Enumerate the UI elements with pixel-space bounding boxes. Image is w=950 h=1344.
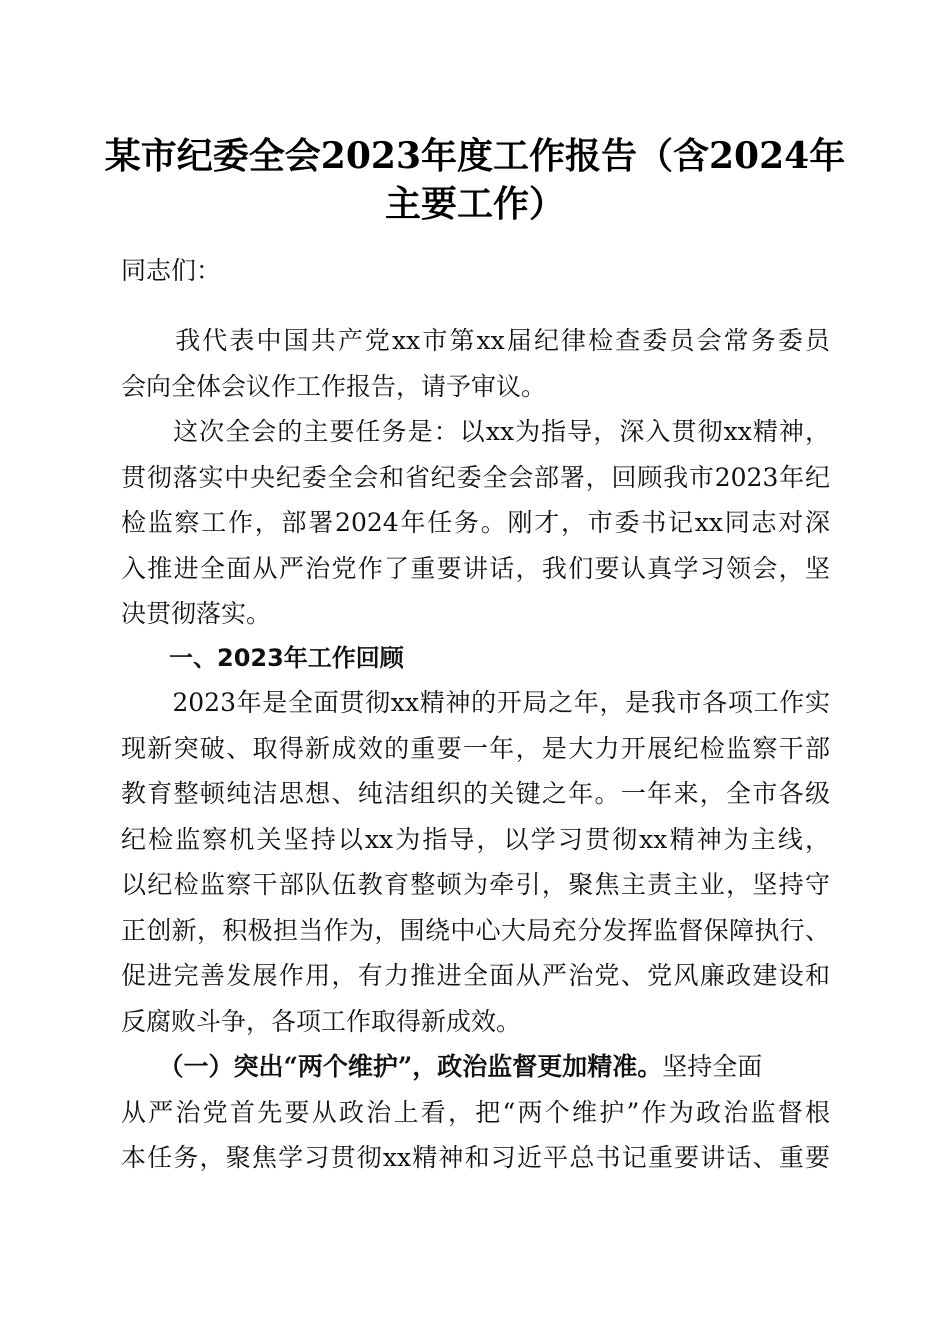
paragraph-line: 反腐败斗争，各项工作取得新成效。 xyxy=(121,1007,522,1036)
salutation: 同志们： xyxy=(121,256,222,285)
paragraph-line: 正创新，积极担当作为，围绕中心大局充分发挥监督保障执行、 xyxy=(121,916,830,945)
paragraph-line: 从严治党首先要从政治上看，把“两个维护”作为政治监督根 xyxy=(121,1098,830,1127)
paragraph-line: 本任务，聚焦学习贯彻xx精神和习近平总书记重要讲话、重要 xyxy=(121,1143,830,1172)
paragraph-line: 我代表中国共产党xx市第xx届纪律检查委员会常务委员 xyxy=(121,326,830,355)
section-heading: 一、2023年工作回顾 xyxy=(121,644,404,672)
subsection-text: 坚持全面 xyxy=(662,1052,763,1081)
document-title-line-2: 主要工作） xyxy=(384,183,565,225)
paragraph-line: 会向全体会议作工作报告，请予审议。 xyxy=(121,372,547,401)
paragraph-line: 促进完善发展作用，有力推进全面从严治党、党风廉政建设和 xyxy=(121,961,830,990)
paragraph-line: 以纪检监察干部队伍教育整顿为牵引，聚焦主责主业，坚持守 xyxy=(121,870,830,899)
paragraph-line: 检监察工作，部署2024年任务。刚才，市委书记xx同志对深 xyxy=(121,508,830,537)
paragraph-line: 2023年是全面贯彻xx精神的开局之年，是我市各项工作实 xyxy=(121,688,830,717)
paragraph-line: 教育整顿纯洁思想、纯洁组织的关键之年。一年来，全市各级 xyxy=(121,779,830,808)
document-title-line-1: 某市纪委全会2023年度工作报告（含2024年 xyxy=(104,135,846,177)
paragraph-line: 入推进全面从严治党作了重要讲话，我们要认真学习领会，坚 xyxy=(121,554,830,583)
paragraph-line: 这次全会的主要任务是：以xx为指导，深入贯彻xx精神， xyxy=(121,417,830,446)
paragraph-line: 现新突破、取得新成效的重要一年，是大力开展纪检监察干部 xyxy=(121,734,830,763)
subsection-heading: （一）突出“两个维护”，政治监督更加精准。 xyxy=(121,1052,663,1081)
paragraph-line: 纪检监察机关坚持以xx为指导，以学习贯彻xx精神为主线， xyxy=(121,825,830,854)
subsection-line xyxy=(121,1050,762,1084)
paragraph-line: 决贯彻落实。 xyxy=(121,599,272,628)
paragraph-line: 贯彻落实中央纪委全会和省纪委全会部署，回顾我市2023年纪 xyxy=(121,463,830,492)
